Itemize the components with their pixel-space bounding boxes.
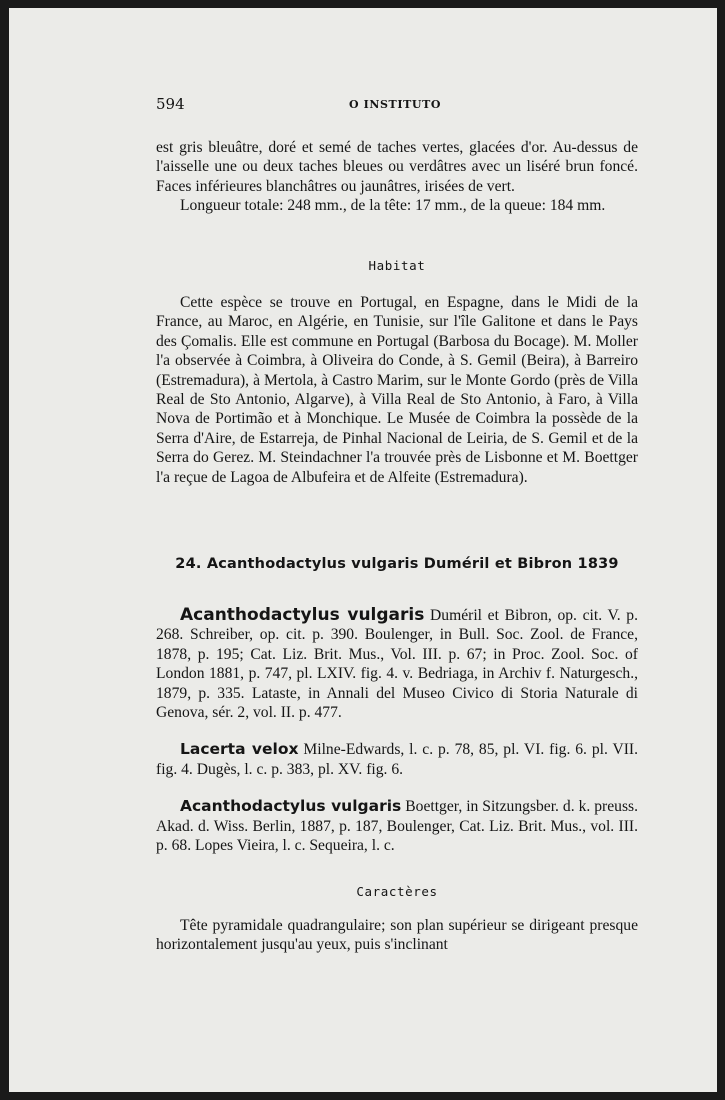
synonym-entry bbox=[156, 797, 638, 855]
page-header bbox=[156, 95, 638, 117]
paragraph-measurements: Longueur totale: 248 mm., de la tête: 17 mm., de la queue: 184 mm. bbox=[180, 197, 606, 215]
synonym-citation: Duméril et Bibron, op. cit. V. p. 268. Schreiber, op. cit. p. 390. Boulenger, in Bull. Soc. Zool. de France, 1878, p. 195; Cat. Liz. Brit. Mus., Vol. III. p. 67; in Proc. Zool. Soc. of London 1881, p. 747, pl. LXIV. fig. 4. v. Bedriaga, in Archiv f. Naturgesch., 1879, p. 335. Lataste, in Annali del Museo Civico di Storia Naturale di Genova, sér. 2, vol. II. p. 477. bbox=[156, 607, 638, 722]
synonym-entry bbox=[156, 740, 638, 779]
synonym-citation: Milne-Edwards, l. c. p. 78, 85, pl. VI. fig. 6. pl. VII. fig. 4. Dugès, l. c. p. 383, pl. XV. fig. 6. bbox=[156, 741, 639, 778]
document-page bbox=[9, 8, 717, 1092]
caracteres-heading: Caractères bbox=[356, 884, 438, 899]
running-title: O INSTITUTO bbox=[349, 98, 442, 111]
habitat-heading: Habitat bbox=[368, 258, 426, 273]
page-number: 594 bbox=[156, 95, 185, 113]
caracteres-paragraph: Tête pyramidale quadrangulaire; son plan supérieur se dirigeant presque horizontalement jusqu'au yeux, puis s'inclinant bbox=[156, 917, 638, 954]
synonym-citation: Boettger, in Sitzungsber. d. k. preuss. Akad. d. Wiss. Berlin, 1887, p. 187, Boulenger, Cat. Liz. Brit. Mus., vol. III. p. 68. Lopes Vieira, l. c. Sequeira, l. c. bbox=[156, 798, 639, 855]
synonym-name: Acanthodactylus vulgaris bbox=[180, 605, 425, 625]
synonymy-list bbox=[156, 606, 638, 855]
synonym-name: Acanthodactylus vulgaris bbox=[180, 797, 402, 816]
synonym-entry bbox=[156, 606, 638, 722]
species-heading: 24. Acanthodactylus vulgaris Duméril et Bibron 1839 bbox=[175, 556, 619, 572]
paragraph-coloration: est gris bleuâtre, doré et semé de taches vertes, glacées d'or. Au-dessus de l'aisselle une ou deux taches bleues ou verdâtres avec un liséré brun foncé. Faces inférieures blanchâtres ou jaunâtres, irisées de vert. bbox=[156, 139, 638, 195]
synonym-name: Lacerta velox bbox=[180, 740, 299, 759]
habitat-paragraph: Cette espèce se trouve en Portugal, en Espagne, dans le Midi de la France, au Maroc, en Algérie, en Tunisie, sur l'île Galitone et dans le Pays des Çomalis. Elle est commune en Portugal (Barbosa du Bocage). M. Moller l'a observée à Coimbra, à Oliveira do Conde, à S. Gemil (Beira), à Barreiro (Estremadura), à Mertola, à Castro Marim, sur le Monte Gordo (près de Villa Real de Sto Antonio, Algarve), à Villa Real de Sto Antonio, à Faro, à Villa Nova de Portimão et à Monchique. Le Musée de Coimbra la possède de la Serra d'Aire, de Estarreja, de Pinhal Nacional de Leiria, de S. Gemil et de la Serra do Gerez. M. Steindachner l'a trouvée près de Lisbonne et M. Boettger l'a reçue de Lagoa de Albufeira et de Alfeite (Estremadura). bbox=[156, 294, 638, 486]
description-continuation bbox=[156, 138, 638, 216]
